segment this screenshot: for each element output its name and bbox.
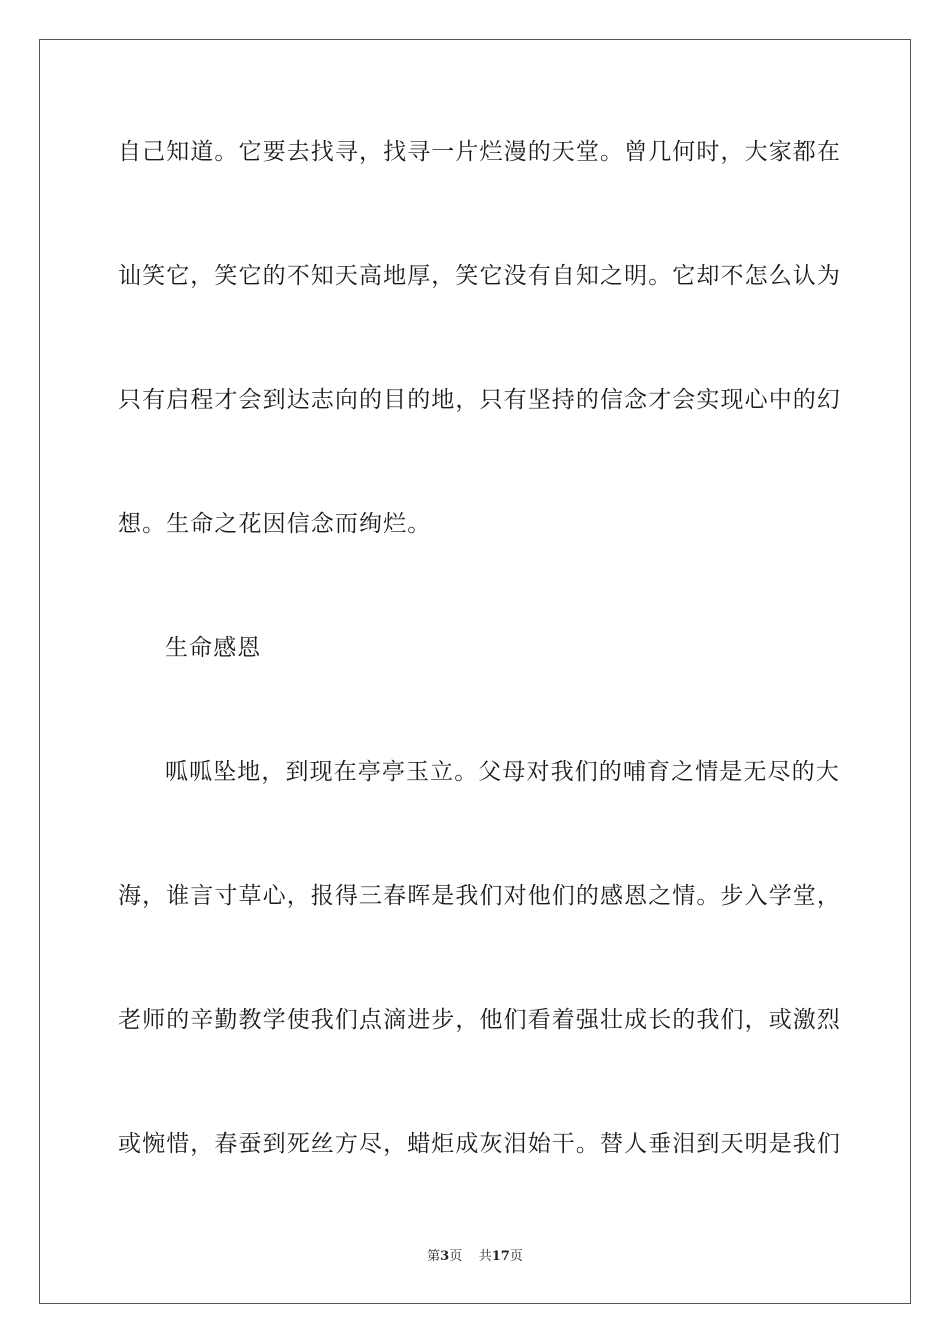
text-line: 或惋惜，春蚕到死丝方尽，蜡炬成灰泪始干。替人垂泪到天明是我们	[118, 1131, 841, 1157]
page-border	[39, 39, 911, 1304]
footer-page-suffix: 页	[449, 1249, 463, 1264]
section-heading: 生命感恩	[165, 635, 262, 661]
text-line: 讪笑它，笑它的不知天高地厚，笑它没有自知之明。它却不怎么认为	[118, 263, 841, 289]
footer-current-page: 3	[440, 1249, 450, 1264]
text-line: 老师的辛勤教学使我们点滴进步，他们看着强壮成长的我们，或激烈	[118, 1007, 841, 1033]
footer-total-prefix: 共	[478, 1249, 492, 1264]
text-line: 自己知道。它要去找寻，找寻一片烂漫的天堂。曾几何时，大家都在	[118, 139, 841, 165]
footer-total-suffix: 页	[509, 1249, 523, 1264]
text-line: 呱呱坠地，到现在亭亭玉立。父母对我们的哺育之情是无尽的大	[165, 759, 840, 785]
page-footer	[0, 1248, 950, 1266]
text-line: 海，谁言寸草心，报得三春晖是我们对他们的感恩之情。步入学堂，	[118, 883, 841, 909]
text-line: 只有启程才会到达志向的目的地，只有坚持的信念才会实现心中的幻	[118, 387, 841, 413]
footer-total-pages: 17	[491, 1249, 510, 1264]
footer-prefix: 第	[427, 1249, 441, 1264]
text-line: 想。生命之花因信念而绚烂。	[118, 511, 432, 537]
